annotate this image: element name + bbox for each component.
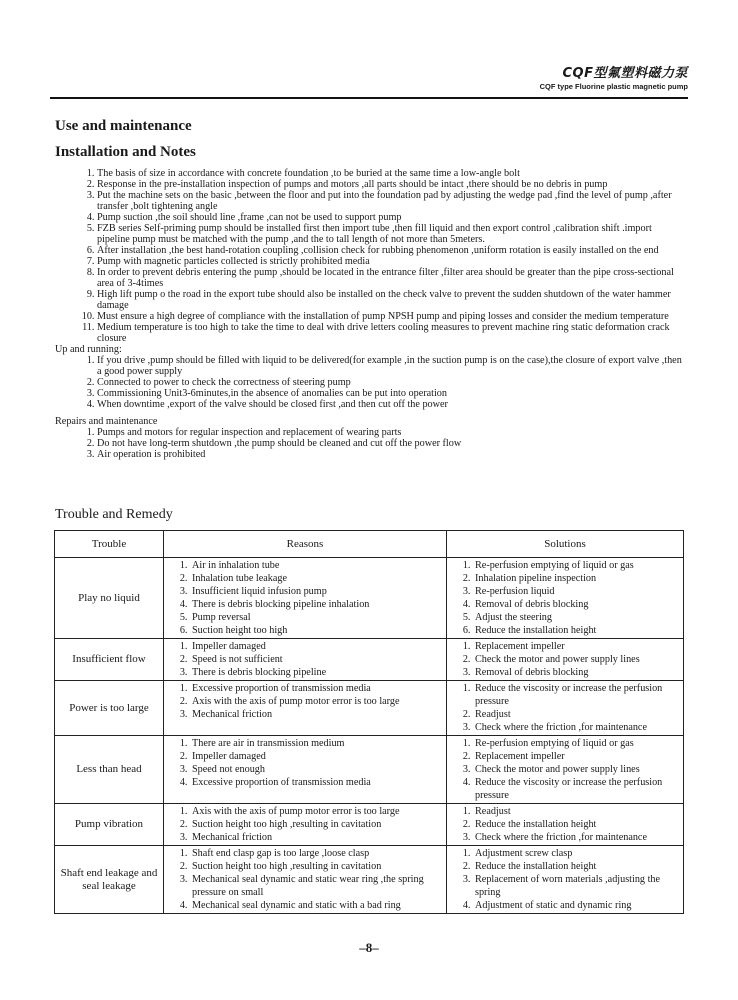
reasons-cell — [164, 736, 447, 804]
trouble-table — [54, 530, 684, 914]
repairs-title: Repairs and maintenance — [55, 416, 158, 427]
heading-install: Installation and Notes — [55, 144, 196, 160]
reason-item: 5. Pump reversal — [190, 611, 442, 624]
table-row — [55, 558, 684, 639]
instructions-body — [55, 168, 685, 460]
solution-item: 1. Readjust — [473, 805, 679, 818]
reason-item: 3. Speed not enough — [190, 763, 442, 776]
list-item: 8. In order to prevent debris entering the pump ,should be located in the entrance filter ,filter area should be greater than the pipe cross-sectional area of 3-4times — [97, 267, 685, 289]
running-title: Up and running: — [55, 344, 122, 355]
solution-item: 1. Re-perfusion emptying of liquid or gas — [473, 737, 679, 750]
header-rule — [50, 97, 688, 99]
header-title-en: CQF type Fluorine plastic magnetic pump — [539, 82, 688, 91]
solution-item: 3. Replacement of worn materials ,adjusting the spring — [473, 873, 679, 899]
solution-item: 2. Reduce the installation height — [473, 818, 679, 831]
list-item: 2. Connected to power to check the correctness of steering pump — [97, 377, 685, 388]
page-number: –8– — [359, 940, 379, 955]
solution-item: 3. Re-perfusion liquid — [473, 585, 679, 598]
solution-item: 1. Replacement impeller — [473, 640, 679, 653]
table-row — [55, 639, 684, 681]
solution-item: 3. Check where the friction ,for maintenance — [473, 831, 679, 844]
reasons-cell — [164, 558, 447, 639]
reason-item: 4. Excessive proportion of transmission media — [190, 776, 442, 789]
list-item: 9. High lift pump o the road in the export tube should also be installed on the check valve to prevent the sudden shutdown of the water hammer damage — [97, 289, 685, 311]
reason-item: 2. Inhalation tube leakage — [190, 572, 442, 585]
list-item: 4. When downtime ,export of the valve should be closed first ,and then cut off the power — [97, 399, 685, 410]
reason-item: 3. There is debris blocking pipeline — [190, 666, 442, 679]
solution-item: 1. Adjustment screw clasp — [473, 847, 679, 860]
reasons-cell — [164, 639, 447, 681]
reason-item: 2. Speed is not sufficient — [190, 653, 442, 666]
col-reasons: Reasons — [164, 531, 447, 558]
list-item: 3. Put the machine sets on the basic ,between the floor and put into the foundation pad by adjusting the wedge pad ,find the level of pump ,after transfer ,bolt tightening angle — [97, 190, 685, 212]
table-header-row — [55, 531, 684, 558]
list-item: 1. Pumps and motors for regular inspection and replacement of wearing parts — [97, 427, 685, 438]
list-item: 2. Response in the pre-installation inspection of pumps and motors ,all parts should be intact ,there should be no debris in pump — [97, 179, 685, 190]
list-item: 6. After installation ,the best hand-rotation coupling ,collision check for rubbing phenomenon ,uniform rotation is easily installed on the end — [97, 245, 685, 256]
reason-item: 2. Suction height too high ,resulting in cavitation — [190, 818, 442, 831]
table-row — [55, 681, 684, 736]
solution-item: 1. Re-perfusion emptying of liquid or gas — [473, 559, 679, 572]
heading-use: Use and maintenance — [55, 118, 192, 134]
reason-item: 3. Insufficient liquid infusion pump — [190, 585, 442, 598]
solutions-cell — [447, 558, 684, 639]
solutions-cell — [447, 681, 684, 736]
reason-item: 2. Impeller damaged — [190, 750, 442, 763]
list-item: 3. Commissioning Unit3-6minutes,in the absence of anomalies can be put into operation — [97, 388, 685, 399]
reason-item: 2. Axis with the axis of pump motor error is too large — [190, 695, 442, 708]
list-item: 3. Air operation is prohibited — [97, 449, 685, 460]
reason-item: 1. Impeller damaged — [190, 640, 442, 653]
list-item: 7. Pump with magnetic particles collected is strictly prohibited media — [97, 256, 685, 267]
trouble-cell: Play no liquid — [55, 558, 164, 639]
solution-item: 3. Check the motor and power supply lines — [473, 763, 679, 776]
reason-item: 2. Suction height too high ,resulting in cavitation — [190, 860, 442, 873]
repairs-list — [55, 427, 685, 460]
list-item: 1. The basis of size in accordance with concrete foundation ,to be buried at the same time a low-angle bolt — [97, 168, 685, 179]
solution-item: 3. Removal of debris blocking — [473, 666, 679, 679]
table-row — [55, 736, 684, 804]
reason-item: 3. Mechanical friction — [190, 831, 442, 844]
solution-item: 5. Adjust the steering — [473, 611, 679, 624]
reasons-cell — [164, 681, 447, 736]
list-item: 5. FZB series Self-priming pump should be installed first then import tube ,then fill liquid and then export control ,calibration shift .import pipeline pump must be matched with the pump ,and the to tall length of not more than 5meters. — [97, 223, 685, 245]
reason-item: 3. Mechanical friction — [190, 708, 442, 721]
table-row — [55, 804, 684, 846]
list-item: 4. Pump suction ,the soil should line ,frame ,can not be used to support pump — [97, 212, 685, 223]
col-solutions: Solutions — [447, 531, 684, 558]
reasons-cell — [164, 846, 447, 914]
heading-trouble: Trouble and Remedy — [55, 507, 173, 522]
reason-item: 1. Shaft end clasp gap is too large ,loose clasp — [190, 847, 442, 860]
solutions-cell — [447, 846, 684, 914]
reason-item: 3. Mechanical seal dynamic and static wear ring ,the spring pressure on small — [190, 873, 442, 899]
solution-item: 2. Inhalation pipeline inspection — [473, 572, 679, 585]
trouble-cell: Shaft end leakage and seal leakage — [55, 846, 164, 914]
list-item: 10. Must ensure a high degree of compliance with the installation of pump NPSH pump and piping losses and consider the medium temperature — [97, 311, 685, 322]
reason-item: 4. Mechanical seal dynamic and static with a bad ring — [190, 899, 442, 912]
solution-item: 1. Reduce the viscosity or increase the perfusion pressure — [473, 682, 679, 708]
reason-item: 6. Suction height too high — [190, 624, 442, 637]
reason-item: 1. There are air in transmission medium — [190, 737, 442, 750]
list-item: 1. If you drive ,pump should be filled with liquid to be delivered(for example ,in the suction pump is on the case),the closure of export valve ,then a good power supply — [97, 355, 685, 377]
solutions-cell — [447, 736, 684, 804]
running-list — [55, 355, 685, 410]
header-title-cn: CQF型氟塑料磁力泵 — [562, 66, 688, 81]
solution-item: 2. Reduce the installation height — [473, 860, 679, 873]
solution-item: 4. Reduce the viscosity or increase the perfusion pressure — [473, 776, 679, 802]
solution-item: 6. Reduce the installation height — [473, 624, 679, 637]
list-item: 11. Medium temperature is too high to take the time to deal with drive letters cooling measures to prevent machine ring static deformation crack closure — [97, 322, 685, 344]
reason-item: 4. There is debris blocking pipeline inhalation — [190, 598, 442, 611]
solutions-cell — [447, 804, 684, 846]
reason-item: 1. Air in inhalation tube — [190, 559, 442, 572]
trouble-cell: Less than head — [55, 736, 164, 804]
trouble-cell: Power is too large — [55, 681, 164, 736]
reason-item: 1. Excessive proportion of transmission media — [190, 682, 442, 695]
table-row — [55, 846, 684, 914]
reason-item: 1. Axis with the axis of pump motor error is too large — [190, 805, 442, 818]
list-item: 2. Do not have long-term shutdown ,the pump should be cleaned and cut off the power flow — [97, 438, 685, 449]
solution-item: 2. Check the motor and power supply lines — [473, 653, 679, 666]
installation-list — [55, 168, 685, 344]
page-header — [540, 62, 688, 91]
solution-item: 4. Adjustment of static and dynamic ring — [473, 899, 679, 912]
solution-item: 3. Check where the friction ,for maintenance — [473, 721, 679, 734]
trouble-cell: Insufficient flow — [55, 639, 164, 681]
solutions-cell — [447, 639, 684, 681]
trouble-cell: Pump vibration — [55, 804, 164, 846]
solution-item: 4. Removal of debris blocking — [473, 598, 679, 611]
solution-item: 2. Replacement impeller — [473, 750, 679, 763]
reasons-cell — [164, 804, 447, 846]
col-trouble: Trouble — [55, 531, 164, 558]
solution-item: 2. Readjust — [473, 708, 679, 721]
